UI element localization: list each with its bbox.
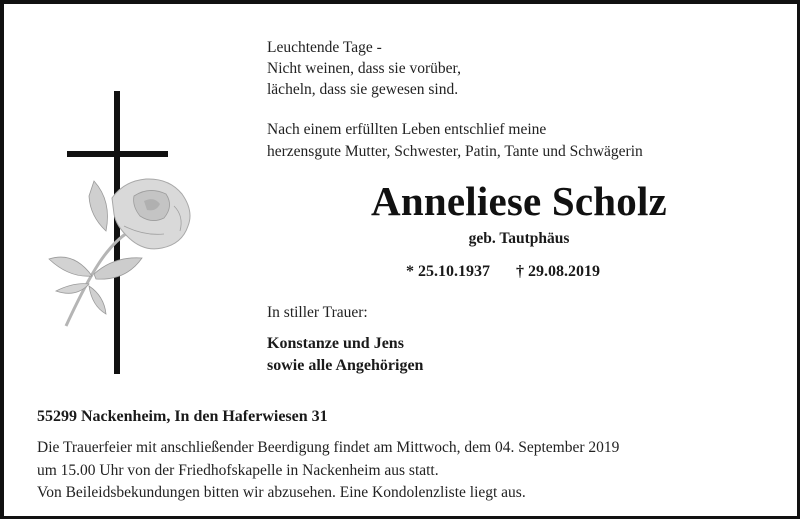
life-dates <box>406 263 600 281</box>
poem <box>267 37 461 100</box>
intro-line: herzensgute Mutter, Schwester, Patin, Tante und Schwägerin <box>267 143 643 160</box>
notice-line: Von Beileidsbekundungen bitten wir abzusehen. Eine Kondolenzliste liegt aus. <box>37 484 526 501</box>
notice-line: Die Trauerfeier mit anschließender Beerdigung findet am Mittwoch, dem 04. September 2019 <box>37 439 620 456</box>
mourner-line: sowie alle Angehörigen <box>267 357 424 374</box>
poem-line: Nicht weinen, dass sie vorüber, <box>267 60 461 77</box>
notice-line: um 15.00 Uhr von der Friedhofskapelle in Nackenheim aus statt. <box>37 461 439 479</box>
mourner-line: Konstanze und Jens <box>267 335 404 352</box>
intro-line: Nach einem erfüllten Leben entschlief meine <box>267 121 547 138</box>
funeral-notice <box>37 437 619 505</box>
poem-line: lächeln, dass sie gewesen sind. <box>267 81 459 98</box>
family-address: 55299 Nackenheim, In den Haferwiesen 31 <box>37 408 328 425</box>
mourners-list <box>267 333 423 377</box>
cross-with-rose-illustration <box>34 86 214 376</box>
intro-text <box>267 119 643 163</box>
mourners-label: In stiller Trauer: <box>267 304 368 321</box>
maiden-name: geb. Tautphäus <box>468 230 570 247</box>
birth-date: * 25.10.1937 <box>406 263 490 280</box>
death-date: † 29.08.2019 <box>516 263 600 280</box>
poem-line: Leuchtende Tage - <box>267 39 382 56</box>
deceased-name: Anneliese Scholz <box>371 178 667 224</box>
